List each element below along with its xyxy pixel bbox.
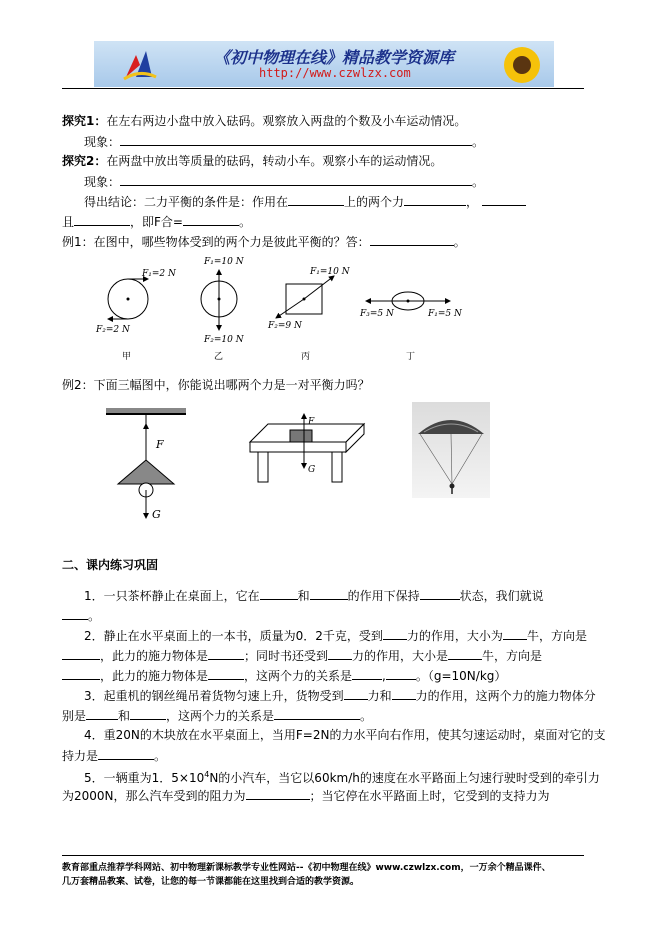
example1-line [62, 233, 466, 250]
caption-bing: 丙 [301, 352, 311, 362]
figure-ding-f2: F₃=5 N [360, 309, 394, 319]
example1-blank [370, 233, 454, 246]
q3-text-c: 力的作用，这两个力的施力物体分 [415, 689, 596, 703]
conclusion-e: ，即F合= [130, 215, 183, 229]
q2-blank-10 [386, 667, 416, 680]
explore1-observe-blank [120, 133, 472, 146]
q2-text-e: ；同时书还受到 [244, 649, 329, 663]
q4-line-2 [62, 747, 166, 764]
q4-blank-1 [98, 747, 154, 760]
q1-text-c: 的作用下保持 [347, 589, 420, 603]
figure-bing-f2: F₂=9 N [268, 321, 302, 331]
conclusion-blank-2 [404, 193, 466, 206]
q3-text-g: 。 [360, 709, 373, 723]
q5-line-2 [62, 787, 550, 804]
parachute-photo [412, 402, 490, 498]
explore2-observe-blank [120, 173, 472, 186]
banner-title: 《初中物理在线》精品教学资源库 [214, 48, 455, 67]
q2-text-b: 力的作用，大小为 [406, 629, 503, 643]
q3-line [84, 687, 596, 704]
q2-text-a: 2．静止在水平桌面上的一本书，质量为0．2千克，受到 [84, 629, 383, 643]
q1-line-2 [62, 607, 100, 624]
q2-blank-3 [62, 647, 100, 660]
explore1-observe-line [84, 133, 484, 150]
q2-blank-2 [503, 627, 527, 640]
q1-blank-4 [62, 607, 88, 620]
conclusion-line-2 [62, 213, 251, 230]
q3-text-e: 和 [118, 709, 131, 723]
caption-yi: 乙 [214, 352, 224, 362]
q3-blank-3 [86, 707, 118, 720]
q3-blank-5 [274, 707, 360, 720]
q5-text-d: ；当它停在水平路面上时，它受到的支持力为 [309, 789, 550, 803]
q5-line [84, 767, 600, 786]
q5-blank-1 [246, 787, 310, 800]
conclusion-d: 且 [62, 215, 75, 229]
period: 。 [453, 235, 466, 249]
conclusion-b: 上的两个力 [344, 195, 405, 209]
q1-text-d: 状态，我们就说 [459, 589, 544, 603]
q1-text-b: 和 [297, 589, 310, 603]
header-rule [62, 88, 584, 89]
q1-text-e: 。 [88, 609, 101, 623]
q4-text-c: 。 [154, 749, 167, 763]
q2-line-3: ，此力的施力物体是 ，这两个力的关系是 , 。（g=10N/kg） [62, 667, 506, 684]
figure-ding-f1: F₁=5 N [428, 309, 462, 319]
q2-blank-9 [352, 667, 382, 680]
q3-blank-1 [344, 687, 368, 700]
footer-line-2: 几万套精品教案、试卷，让您的每一节课都能在这里找到合适的教学资源。 [62, 877, 360, 887]
q3-text-a: 3．起重机的钢丝绳吊着货物匀速上升，货物受到 [84, 689, 344, 703]
q3-line-2 [62, 707, 372, 724]
explore2-observe-line [84, 173, 484, 190]
figure-yi [201, 257, 245, 345]
figure-yi-f2: F₂=10 N [204, 335, 244, 345]
footer-rule [62, 855, 584, 856]
figure-jia [95, 269, 177, 335]
conclusion-c: ， [466, 195, 479, 209]
q2-line-2 [62, 647, 542, 664]
q2-blank-8 [208, 667, 244, 680]
header-banner [94, 41, 554, 87]
explore2-label: 探究2： [62, 154, 107, 168]
hanging-lamp-figure [96, 400, 196, 530]
q3-blank-2 [392, 687, 416, 700]
q5-text-c: 为2000N，那么汽车受到的阻力为 [62, 789, 246, 803]
example2-text: 例2：下面三幅图中，你能说出哪两个力是一对平衡力吗？ [62, 378, 370, 392]
conclusion-blank-3 [482, 193, 526, 206]
period: 。 [238, 215, 251, 229]
explore1-observe-label: 现象： [84, 135, 121, 149]
figure-bing [267, 267, 351, 331]
example2-line [62, 377, 370, 393]
conclusion-a: 得出结论：二力平衡的条件是：作用在 [84, 195, 289, 209]
q2-line [84, 627, 587, 644]
lamp-label-f: F [156, 438, 164, 451]
table-label-f: F [308, 417, 315, 427]
q1-blank-1 [260, 587, 298, 600]
explore2-observe-label: 现象： [84, 175, 121, 189]
q2-blank-6 [448, 647, 482, 660]
figure-yi-f1: F₁=10 N [204, 257, 244, 267]
q3-text-b: 力和 [367, 689, 392, 703]
q2-blank-5 [328, 647, 352, 660]
q3-text-f: ，这两个力的关系是 [166, 709, 275, 723]
explore1-line [62, 113, 466, 129]
block-on-table-figure [246, 410, 368, 490]
q2-text-c: 牛，方向是 [526, 629, 587, 643]
figure-ding [359, 292, 463, 319]
q1-text-a: 1．一只茶杯静止在桌面上，它在 [84, 589, 260, 603]
q2-text-d: ，此力的施力物体是 [100, 649, 209, 663]
banner-url[interactable]: http://www.czwlzx.com [259, 66, 411, 80]
caption-ding: 丁 [406, 352, 416, 362]
q4-line [84, 727, 605, 743]
q2-text-g: 牛，方向是 [482, 649, 543, 663]
q5-text-a: 5．一辆重为1．5×10 [84, 771, 205, 785]
caption-jia: 甲 [122, 352, 132, 362]
section2-heading-line [62, 557, 158, 573]
footer-line-1: 教育部重点推荐学科网站、初中物理新课标教学专业性网站--《初中物理在线》www.czwlzx.com，一万余个精品课件、 [62, 863, 551, 873]
q1-blank-2 [310, 587, 348, 600]
conclusion-line [84, 193, 526, 210]
q3-text-d: 别是 [62, 709, 87, 723]
q2-blank-1 [383, 627, 407, 640]
explore1-text: 在左右两边小盘中放入砝码。观察放入两盘的个数及小车运动情况。 [106, 114, 467, 128]
q5-text-b: N的小汽车，当它以60km/h的速度在水平路面上匀速行驶时受到的牵引力 [209, 771, 600, 785]
force-diagrams [82, 252, 482, 362]
q2-blank-7 [62, 667, 100, 680]
conclusion-blank-4 [74, 213, 130, 226]
explore1-label: 探究1： [62, 114, 107, 128]
q2-text-f: 力的作用，大小是 [352, 649, 449, 663]
q1-line [84, 587, 544, 604]
parachute-icon [412, 402, 490, 498]
figure-bing-f1: F₁=10 N [310, 267, 350, 277]
q2-text-i: ，这两个力的关系是 [244, 669, 353, 683]
conclusion-blank-1 [288, 193, 344, 206]
q4-text-a: 4．重20N的木块放在水平桌面上，当用F=2N的力水平向右作用，使其匀速运动时，桌面对它的支 [84, 728, 606, 742]
lamp-label-g: G [152, 508, 161, 521]
figure-jia-f1: F₁=2 N [142, 269, 176, 279]
q3-blank-4 [130, 707, 166, 720]
logo-icon [122, 47, 158, 81]
q1-blank-3 [420, 587, 460, 600]
table-label-g: G [308, 465, 316, 475]
conclusion-blank-5 [183, 213, 239, 226]
q2-text-j: 。（g=10N/kg） [415, 669, 507, 683]
explore2-text: 在两盘中放出等质量的砝码，转动小车。观察小车的运动情况。 [106, 154, 443, 168]
q2-blank-4 [208, 647, 244, 660]
explore2-line [62, 153, 442, 169]
q2-text-h: ，此力的施力物体是 [100, 669, 209, 683]
period: 。 [472, 135, 485, 149]
figure-jia-f2: F₂=2 N [96, 325, 130, 335]
q4-text-b: 持力是 [62, 749, 99, 763]
example1-text: 例1：在图中，哪些物体受到的两个力是彼此平衡的？答： [62, 235, 370, 249]
section2-heading: 二、课内练习巩固 [62, 558, 159, 572]
q5-exponent: 4 [204, 770, 210, 779]
period: 。 [472, 175, 485, 189]
sunflower-icon [492, 43, 552, 87]
